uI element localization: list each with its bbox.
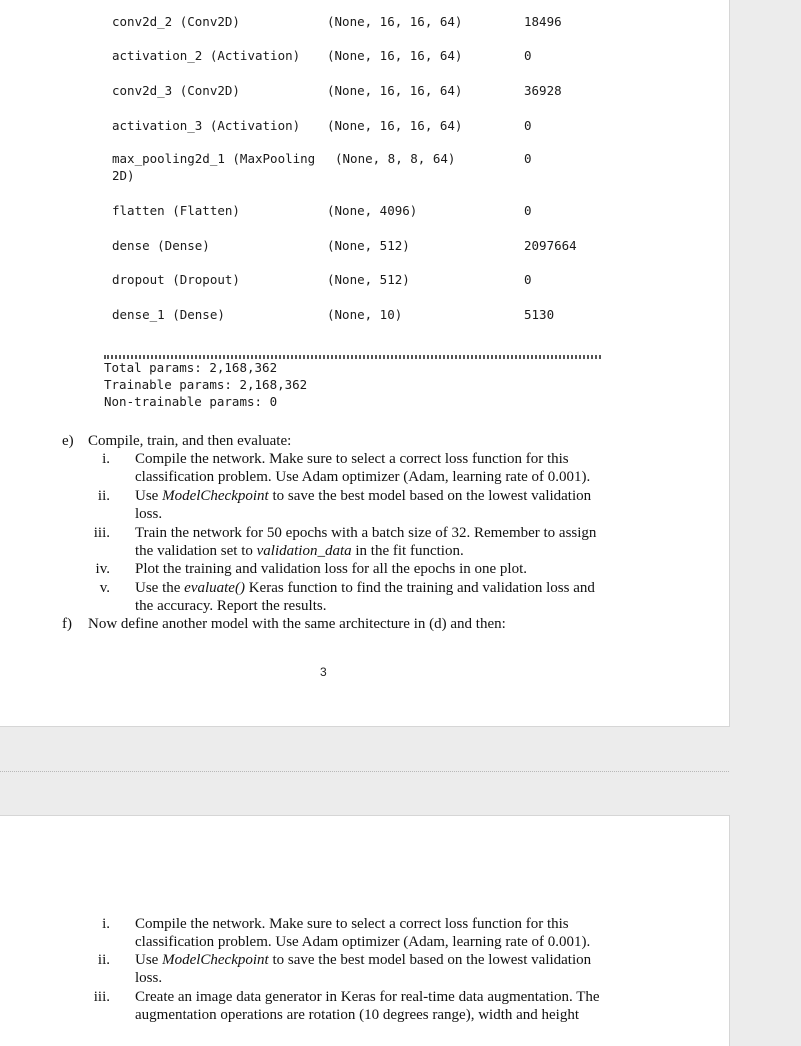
item-text: Use ModelCheckpoint to save the best model based on the lowest validation <box>135 488 592 504</box>
layer-name: dense (Dense) <box>112 238 210 253</box>
param-count: 0 <box>524 203 532 218</box>
output-shape: (None, 10) <box>327 307 403 322</box>
layer-name: activation_3 (Activation) <box>112 118 301 133</box>
output-shape: (None, 8, 8, 64) <box>335 151 456 166</box>
item-number: iv. <box>95 561 110 577</box>
item-number: v. <box>99 580 110 596</box>
item-text: loss. <box>135 970 163 986</box>
item-number: iii. <box>93 989 110 1005</box>
page-separator <box>0 771 729 772</box>
param-count: 2097664 <box>524 238 577 253</box>
section-label: e) <box>62 433 74 449</box>
param-count: 0 <box>524 151 532 166</box>
output-shape: (None, 16, 16, 64) <box>327 14 463 29</box>
output-shape: (None, 512) <box>327 272 410 287</box>
item-text: augmentation operations are rotation (10 degrees range), width and height <box>135 1007 580 1023</box>
non-trainable-params: Non-trainable params: 0 <box>104 394 278 409</box>
output-shape: (None, 16, 16, 64) <box>327 118 463 133</box>
section-label: f) <box>62 616 72 632</box>
param-count: 0 <box>524 118 532 133</box>
layer-name: dense_1 (Dense) <box>112 307 225 322</box>
layer-name: conv2d_3 (Conv2D) <box>112 83 240 98</box>
param-count: 0 <box>524 272 532 287</box>
output-shape: (None, 16, 16, 64) <box>327 83 463 98</box>
item-number: ii. <box>97 952 110 968</box>
item-text: Use ModelCheckpoint to save the best model based on the lowest validation <box>135 952 592 968</box>
item-text: Compile the network. Make sure to select a correct loss function for this <box>135 916 569 932</box>
layer-name-continuation: 2D) <box>112 168 135 183</box>
item-text: the validation set to validation_data in the fit function. <box>135 543 464 559</box>
item-number: iii. <box>93 525 110 541</box>
item-text: Use the evaluate() Keras function to find the training and validation loss and <box>135 580 595 596</box>
layer-name: dropout (Dropout) <box>112 272 240 287</box>
item-text: classification problem. Use Adam optimizer (Adam, learning rate of 0.001). <box>135 469 591 485</box>
item-text: Plot the training and validation loss for all the epochs in one plot. <box>135 561 528 577</box>
param-count: 0 <box>524 48 532 63</box>
layer-name: flatten (Flatten) <box>112 203 240 218</box>
layer-name: conv2d_2 (Conv2D) <box>112 14 240 29</box>
output-shape: (None, 512) <box>327 238 410 253</box>
item-text: Create an image data generator in Keras for real-time data augmentation. The <box>135 989 600 1005</box>
param-count: 36928 <box>524 83 562 98</box>
item-number: i. <box>102 916 110 932</box>
item-text: classification problem. Use Adam optimizer (Adam, learning rate of 0.001). <box>135 934 591 950</box>
total-params: Total params: 2,168,362 <box>104 360 278 375</box>
param-count: 5130 <box>524 307 555 322</box>
item-text: Train the network for 50 epochs with a batch size of 32. Remember to assign <box>135 525 597 541</box>
item-text: the accuracy. Report the results. <box>135 598 327 614</box>
layer-name: activation_2 (Activation) <box>112 48 301 63</box>
param-count: 18496 <box>524 14 562 29</box>
trainable-params: Trainable params: 2,168,362 <box>104 377 308 392</box>
output-shape: (None, 16, 16, 64) <box>327 48 463 63</box>
item-text: Compile the network. Make sure to select a correct loss function for this <box>135 451 569 467</box>
item-number: i. <box>102 451 110 467</box>
section-title: Now define another model with the same architecture in (d) and then: <box>88 616 506 632</box>
page-number: 3 <box>320 665 327 679</box>
item-number: ii. <box>97 488 110 504</box>
output-shape: (None, 4096) <box>327 203 418 218</box>
layer-name: max_pooling2d_1 (MaxPooling <box>112 151 316 166</box>
item-text: loss. <box>135 506 163 522</box>
section-title: Compile, train, and then evaluate: <box>88 433 292 449</box>
